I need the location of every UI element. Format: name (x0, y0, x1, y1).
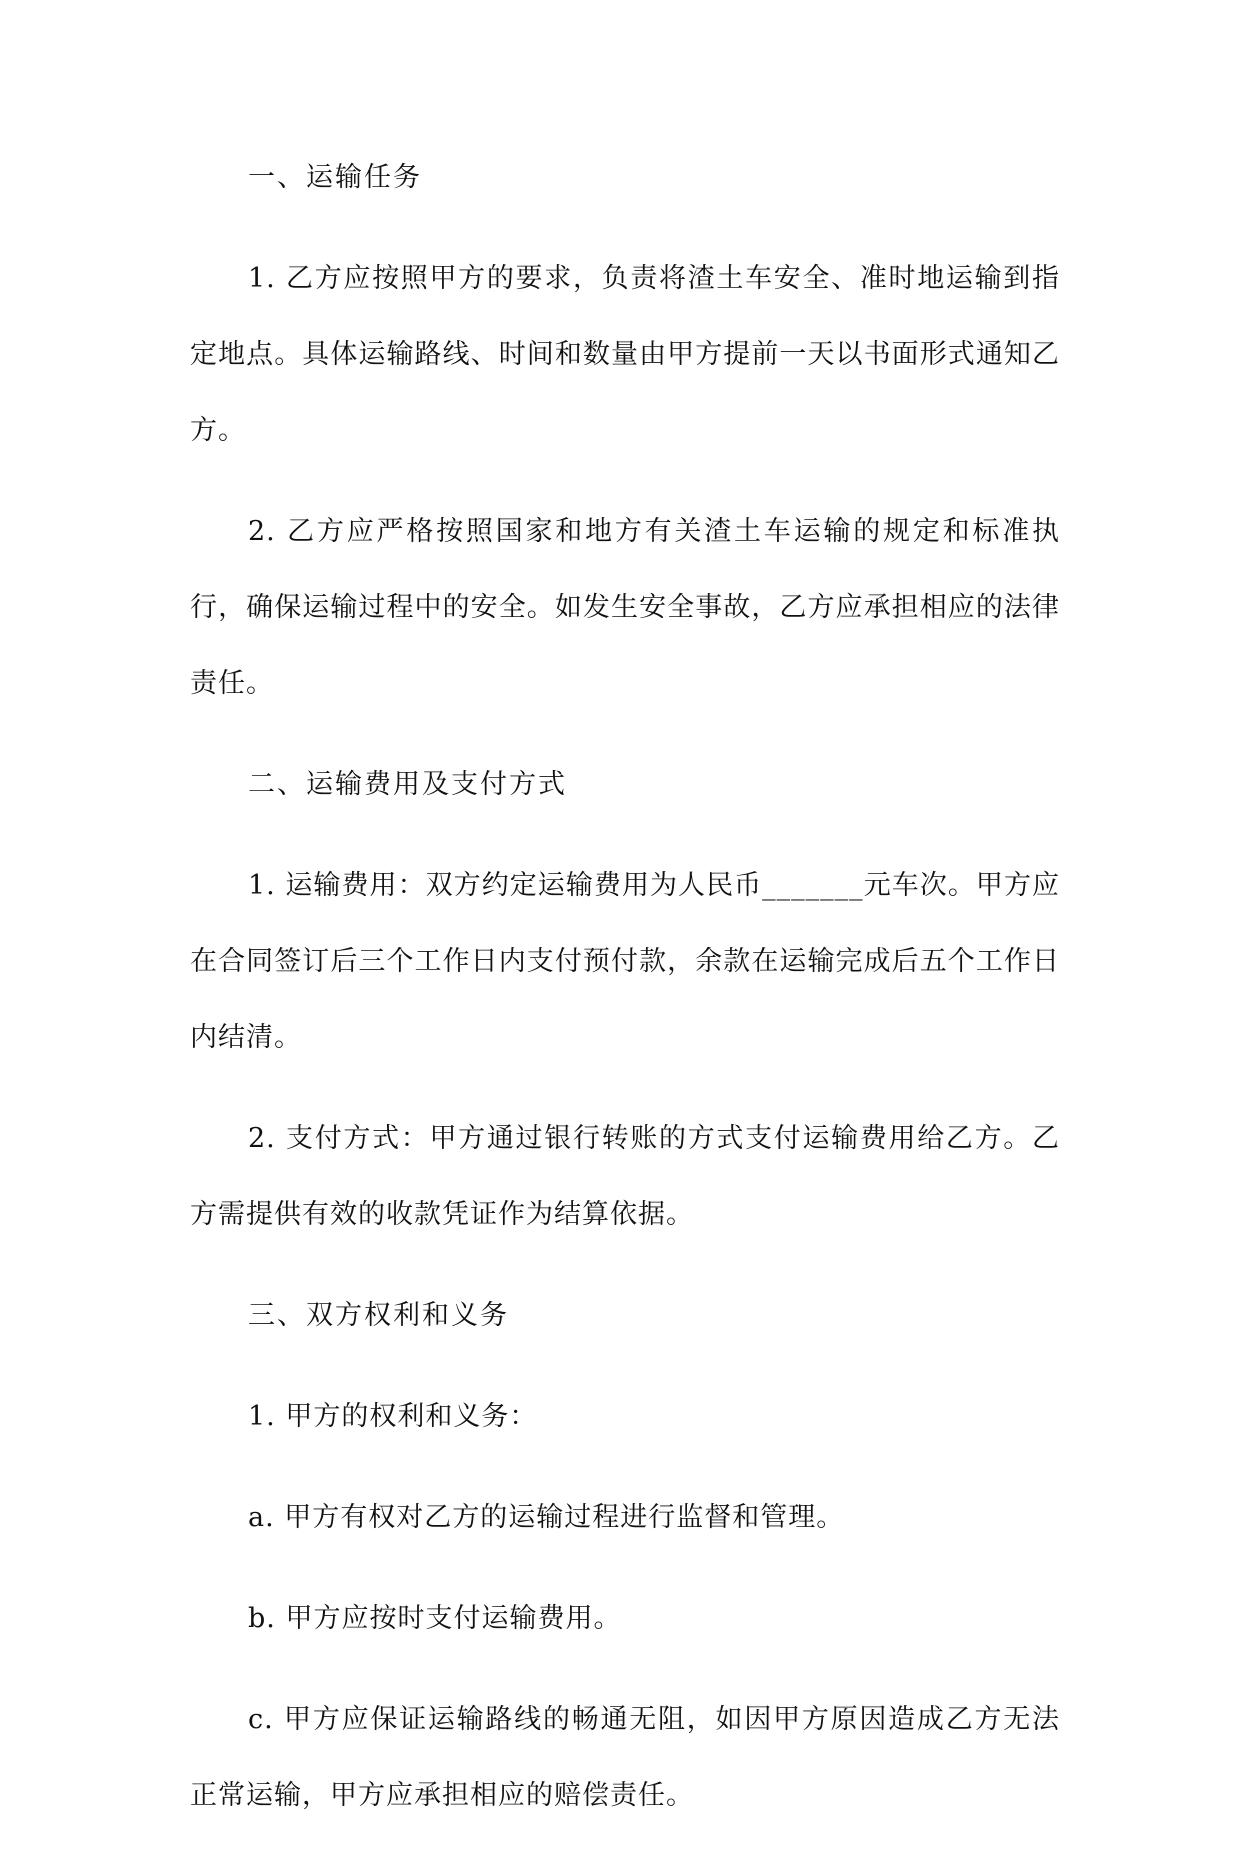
clause-3-1: 1. 甲方的权利和义务： (248, 1401, 538, 1432)
document-body (190, 140, 1060, 1859)
clause-2-2: 2. 支付方式：甲方通过银行转账的方式支付运输费用给乙方。乙方需提供有效的收款凭证作为结算依据。 (190, 1123, 1060, 1230)
section-heading-transport-task: 一、运输任务 (248, 162, 422, 193)
clause-3-1-b: b. 甲方应按时支付运输费用。 (248, 1603, 622, 1634)
clause-3-1-a: a. 甲方有权对乙方的运输过程进行监督和管理。 (248, 1502, 845, 1533)
clause-1-2: 2. 乙方应严格按照国家和地方有关渣土车运输的规定和标准执行，确保运输过程中的安全。如发生安全事故，乙方应承担相应的法律责任。 (190, 516, 1060, 699)
section-heading-rights-obligations: 三、双方权利和义务 (248, 1300, 509, 1331)
clause-3-1-c: c. 甲方应保证运输路线的畅通无阻，如因甲方原因造成乙方无法正常运输，甲方应承担相应的赔偿责任。 (190, 1704, 1060, 1811)
clause-2-1: 1. 运输费用：双方约定运输费用为人民币_______元车次。甲方应在合同签订后三个工作日内支付预付款，余款在运输完成后五个工作日内结清。 (190, 870, 1060, 1053)
section-heading-fees-payment: 二、运输费用及支付方式 (248, 769, 567, 800)
clause-1-1: 1. 乙方应按照甲方的要求，负责将渣土车安全、准时地运输到指定地点。具体运输路线、时间和数量由甲方提前一天以书面形式通知乙方。 (190, 263, 1060, 446)
